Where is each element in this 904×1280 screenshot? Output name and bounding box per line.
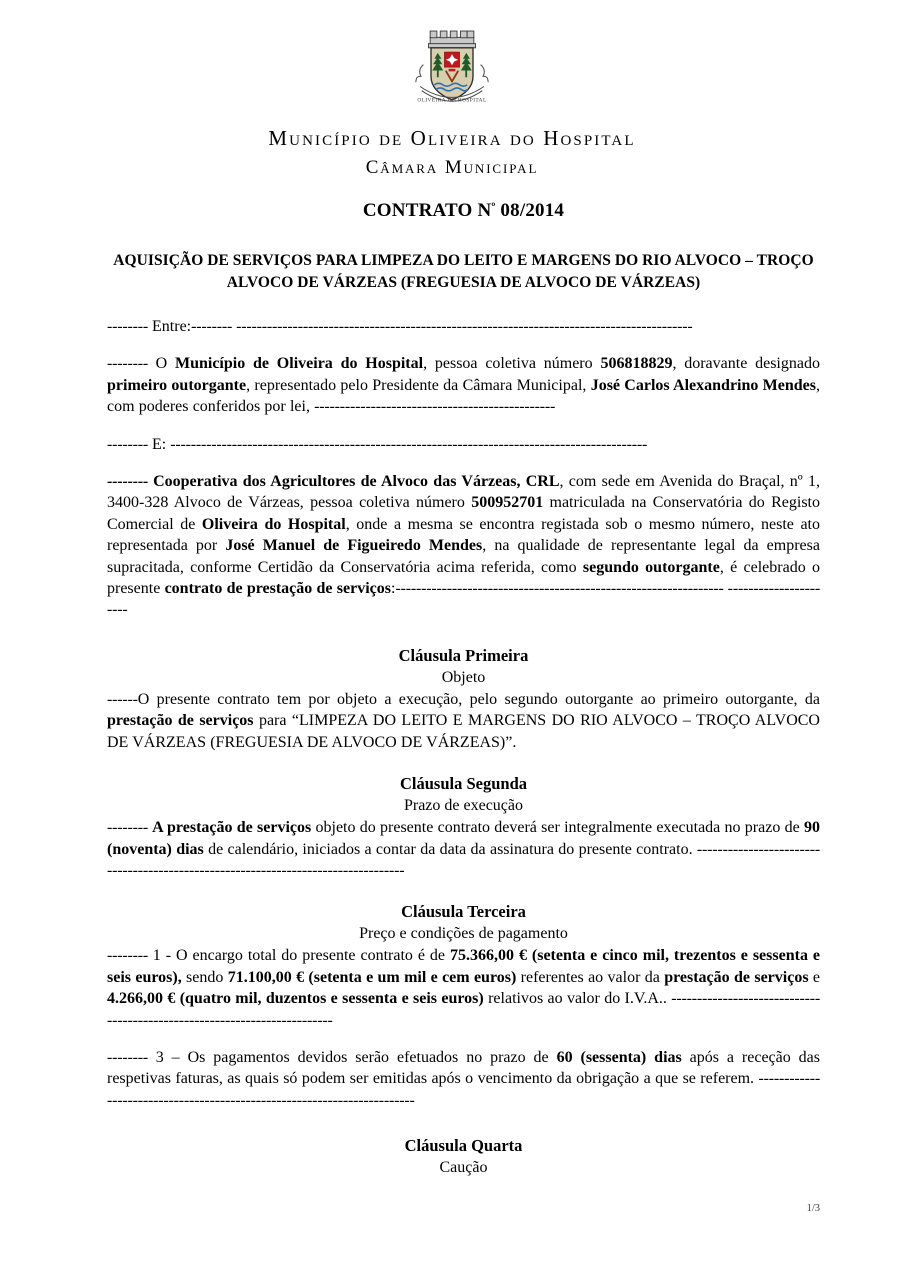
second-party-text-1: , com sede em Avenida do Braçal, nº 1, 3400-328 Alvoco de Várzeas, pessoa coletiva número xyxy=(107,473,821,512)
clause-2-trailing-dashes: ---------------------------------------------------------------------------------- xyxy=(107,840,820,879)
clause-4-subheading: Caução xyxy=(439,1159,488,1177)
clause-1-paragraph xyxy=(107,689,820,753)
first-party-lead-dashes: -------- xyxy=(107,355,156,373)
first-party-representative: José Carlos Alexandrino Mendes xyxy=(590,376,817,394)
preamble-e-line xyxy=(107,434,820,455)
clause-3-item-1-text-4: e xyxy=(808,968,820,986)
e-label: E: xyxy=(152,435,167,453)
organization-name: Município de Oliveira do Hospital xyxy=(268,126,636,150)
second-party-role: segundo outorgante xyxy=(582,558,720,576)
second-party-name: Cooperativa dos Agricultores de Alvoco das Várzeas, CRL xyxy=(153,473,560,491)
second-party-trailing-dashes: ---------------------------------------------------------------- ---------------------- xyxy=(107,580,820,619)
clause-2-text-2: objeto do presente contrato deverá ser integralmente executada no prazo de xyxy=(311,819,804,837)
first-party-paragraph xyxy=(107,353,820,417)
first-party-nipc: 506818829 xyxy=(600,355,673,373)
clause-3-item-1-text-1: 1 - O encargo total do presente contrato é de xyxy=(152,947,450,965)
clause-3-heading: Cláusula Terceira xyxy=(401,902,526,922)
clause-3-item-3-text-2: após a receção das respetivas faturas, as quais só podem ser emitidas após o vencimento da obrigação a que se referem. xyxy=(107,1048,821,1088)
department-name: Câmara Municipal xyxy=(365,157,539,179)
clause-1-text-1: O presente contrato tem por objeto a execução, pelo segundo outorgante ao primeiro outorgante, da xyxy=(137,690,820,708)
first-party-text-3: , doravante designado xyxy=(672,355,820,373)
page-number-footer: 1/3 xyxy=(806,1203,820,1214)
clause-2-paragraph xyxy=(107,817,820,881)
clause-3-item-3-trailing-dashes: ------------------------------------------------------------------------ xyxy=(107,1070,820,1109)
first-party-text-4: , representado pelo Presidente da Câmara Municipal, xyxy=(246,376,591,394)
first-party-name: Município de Oliveira do Hospital xyxy=(174,355,424,373)
second-party-text-4: , na qualidade de representante legal da empresa supracitada, conforme Certidão da Conservatória acima referida, como xyxy=(107,537,820,576)
contract-net-amount: 71.100,00 € (setenta e um mil e cem euros) xyxy=(227,968,517,986)
clause-3-item-1-bold-service: prestação de serviços xyxy=(664,968,809,986)
clause-2-bold-2: 90 (noventa) dias xyxy=(107,819,820,858)
crest-motto-text: OLIVEIRA DO HOSPITAL xyxy=(417,97,487,104)
entre-trailing-dashes: -------- ----------------------------------------------------------------------------------------- xyxy=(191,318,693,335)
clause-2-lead-dashes: -------- xyxy=(107,819,153,837)
second-party-lead-dashes: -------- xyxy=(107,473,154,491)
entre-label: Entre: xyxy=(152,318,192,335)
second-party-text-5: , é celebrado o presente xyxy=(107,558,820,598)
clause-1-bold-1: prestação de serviços xyxy=(107,712,254,730)
clause-4-heading: Cláusula Quarta xyxy=(404,1136,523,1156)
document-body xyxy=(107,200,820,1179)
clause-3-item-1-paragraph xyxy=(107,945,820,1031)
clause-2-heading: Cláusula Segunda xyxy=(399,774,527,794)
second-party-registry-city: Oliveira do Hospital xyxy=(201,515,346,533)
first-party-text-1: O xyxy=(155,355,175,373)
payment-term-days: 60 (sessenta) dias xyxy=(556,1048,682,1066)
second-party-nipc: 500952701 xyxy=(471,494,544,512)
clause-3-item-3-paragraph xyxy=(107,1047,820,1111)
first-party-text-5: , com poderes conferidos por lei, xyxy=(107,376,821,416)
contract-subject: AQUISIÇÃO DE SERVIÇOS PARA LIMPEZA DO LEITO E MARGENS DO RIO ALVOCO – TROÇO ALVOCO DE VÁRZEAS (FREGUESIA DE ALVOCO DE VÁRZEAS) xyxy=(113,252,814,291)
e-trailing-dashes: --------------------------------------------------------------------------------------------- xyxy=(166,435,648,453)
clause-2-subheading: Prazo de execução xyxy=(403,797,524,815)
clause-1-subheading: Objeto xyxy=(441,668,486,686)
clause-3-item-3-lead-dashes: -------- xyxy=(107,1048,156,1066)
clause-3-item-1-lead-dashes: -------- xyxy=(107,947,153,965)
letterhead xyxy=(0,0,904,179)
second-party-contract-type: contrato de prestação de serviços xyxy=(164,580,391,598)
clause-2-text-1: A xyxy=(152,819,168,837)
second-party-text-6: : xyxy=(390,580,396,598)
clause-1-text-2: para “LIMPEZA DO LEITO E MARGENS DO RIO ALVOCO – TROÇO ALVOCO DE VÁRZEAS (FREGUESIA DE ALVOCO DE VÁRZEAS)”. xyxy=(107,712,820,751)
first-party-trailing-dashes: ----------------------------------------------- xyxy=(314,398,556,416)
entre-lead-dashes: -------- xyxy=(107,318,153,335)
clause-2-text-3: de calendário, iniciados a contar da data da assinatura do presente contrato. xyxy=(203,840,697,858)
preamble-entre-line xyxy=(107,316,820,337)
clause-3-subheading: Preço e condições de pagamento xyxy=(359,925,568,943)
contract-vat-amount: 4.266,00 € (quatro mil, duzentos e sessenta e seis euros) xyxy=(107,990,484,1008)
second-party-text-2: matriculada na Conservatória do Registo Comercial de xyxy=(107,494,820,533)
clause-3-item-1-text-2: sendo xyxy=(181,968,228,986)
second-party-representative: José Manuel de Figueiredo Mendes xyxy=(225,537,483,555)
clause-3-item-1-trailing-dashes: ------------------------------------------------------------------------- xyxy=(107,990,820,1029)
contract-number-heading xyxy=(107,200,820,222)
clause-2-bold-1: prestação de serviços xyxy=(167,819,312,837)
clause-1-heading: Cláusula Primeira xyxy=(398,645,529,665)
clause-3-item-1-text-5: relativos ao valor do I.V.A.. xyxy=(483,990,672,1008)
second-party-paragraph xyxy=(107,471,820,621)
second-party-text-3: , onde a mesma se encontra registada sob o mesmo número, neste ato representada por xyxy=(107,515,820,555)
ordinal-indicator: º xyxy=(491,200,496,214)
contract-number-label: CONTRATO N xyxy=(362,200,492,221)
clause-1-lead-dashes: ------ xyxy=(107,690,138,708)
coat-of-arms-icon xyxy=(410,24,494,112)
e-lead-dashes: -------- xyxy=(107,435,153,453)
contract-number-value: 08/2014 xyxy=(495,200,565,221)
clause-3-item-1-text-3: referentes ao valor da xyxy=(516,968,665,986)
first-party-role: primeiro outorgante xyxy=(107,376,247,394)
contract-total-amount: 75.366,00 € (setenta e cinco mil, trezentos e sessenta e seis euros), xyxy=(107,947,821,986)
clause-3-item-3-text-1: 3 – Os pagamentos devidos serão efetuados no prazo de xyxy=(155,1048,557,1066)
first-party-text-2: , pessoa coletiva número xyxy=(423,355,601,373)
